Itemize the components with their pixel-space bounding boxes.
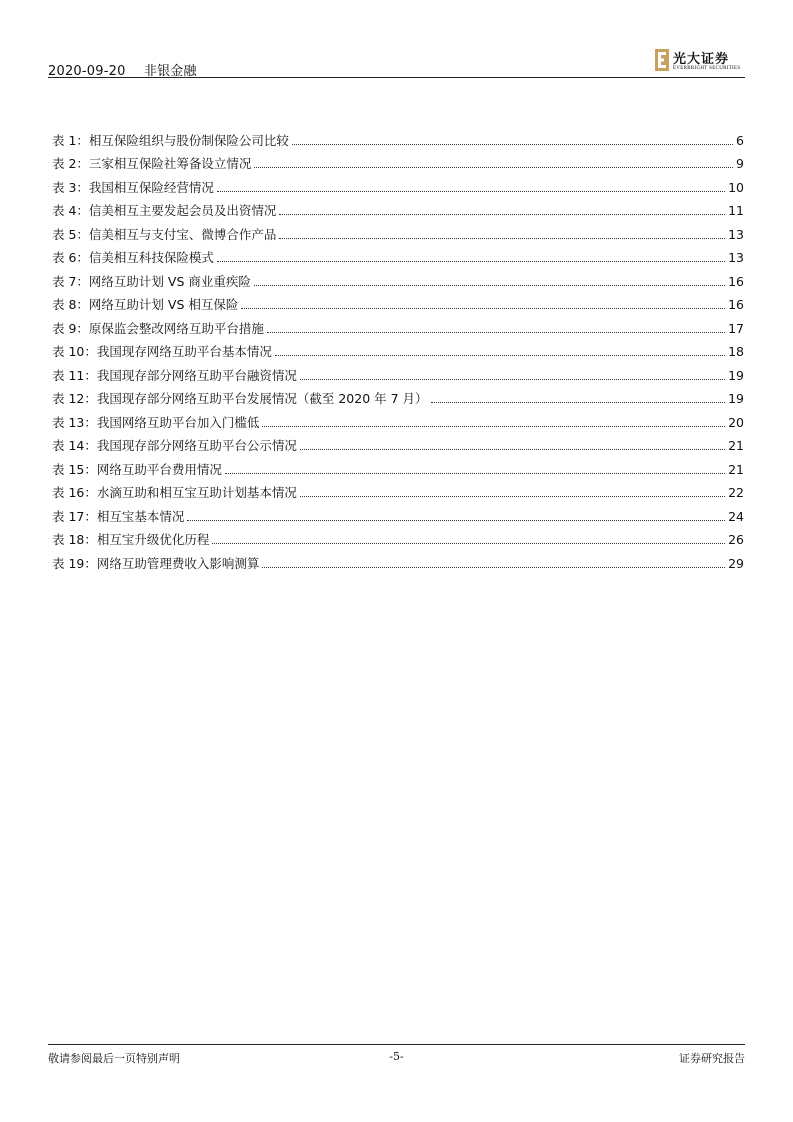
toc-entry[interactable] [52, 290, 744, 314]
toc-entry-label[interactable]: 表 2：三家相互保险社筹备设立情况 [52, 156, 252, 171]
footer-report-type: 证券研究报告 [679, 1052, 745, 1065]
toc-entry-page[interactable]: 17 [728, 320, 744, 336]
page-header [48, 44, 745, 78]
toc-entry-page[interactable]: 13 [728, 226, 744, 242]
toc-entry[interactable] [52, 313, 744, 337]
toc-entry-page[interactable]: 29 [728, 555, 744, 571]
footer-divider [48, 1044, 745, 1045]
toc-entry-page[interactable]: 6 [736, 132, 744, 148]
toc-entry-page[interactable]: 21 [728, 438, 744, 453]
page-footer [48, 1044, 745, 1074]
toc-dot-leader [292, 144, 733, 145]
toc-dot-leader [212, 543, 725, 544]
toc-entry[interactable] [52, 384, 744, 408]
everbright-logo-icon [655, 49, 669, 71]
toc-entry-page[interactable]: 16 [728, 297, 744, 312]
toc-entry[interactable] [52, 172, 744, 196]
toc-entry-label[interactable]: 表 3：我国相互保险经营情况 [52, 179, 214, 195]
toc-entry-label[interactable]: 表 17：相互宝基本情况 [52, 508, 185, 524]
toc-entry[interactable] [52, 525, 744, 549]
toc-entry-page[interactable]: 20 [728, 414, 744, 430]
toc-entry-label[interactable]: 表 5：信美相互与支付宝、微博合作产品 [52, 226, 277, 242]
toc-entry-page[interactable]: 16 [728, 273, 744, 289]
toc-entry-label[interactable]: 表 8：网络互助计划 VS 相互保险 [52, 297, 239, 312]
toc-entry-page[interactable]: 26 [728, 532, 744, 547]
toc-entry-label[interactable]: 表 7：网络互助计划 VS 商业重疾险 [52, 273, 251, 289]
toc-dot-leader [262, 567, 725, 568]
toc-entry[interactable] [52, 266, 744, 290]
toc-entry[interactable] [52, 125, 744, 149]
toc-entry[interactable] [52, 219, 744, 243]
everbright-logo [655, 48, 745, 76]
toc-entry[interactable] [52, 360, 744, 384]
header-date: 2020-09-20 [48, 64, 126, 79]
toc-dot-leader [300, 449, 725, 450]
toc-entry-page[interactable]: 18 [728, 344, 744, 359]
toc-dot-leader [300, 496, 725, 497]
toc-entry-label[interactable]: 表 1：相互保险组织与股份制保险公司比较 [52, 132, 289, 148]
toc-entry-page[interactable]: 24 [728, 508, 744, 524]
toc-dot-leader [275, 355, 725, 356]
page-number: -5- [389, 1050, 404, 1063]
toc-dot-leader [279, 214, 725, 215]
header-divider [48, 77, 745, 78]
toc-entry-label[interactable]: 表 9：原保监会整改网络互助平台措施 [52, 320, 264, 336]
logo-name-cn: 光大证券 [673, 52, 730, 67]
toc-dot-leader [300, 379, 725, 380]
toc-entry-label[interactable]: 表 14：我国现存部分网络互助平台公示情况 [52, 438, 297, 453]
toc-dot-leader [217, 261, 725, 262]
footer-disclaimer-note: 敬请参阅最后一页特别声明 [48, 1052, 180, 1065]
header-sector: 非银金融 [143, 64, 197, 79]
toc-entry-label[interactable]: 表 13：我国网络互助平台加入门槛低 [52, 414, 260, 430]
toc-entry[interactable] [52, 454, 744, 478]
toc-entry-page[interactable]: 9 [736, 156, 744, 171]
toc-entry-label[interactable]: 表 19：网络互助管理费收入影响测算 [52, 555, 260, 571]
toc-dot-leader [431, 402, 726, 403]
toc-entry-page[interactable]: 11 [728, 203, 744, 218]
toc-entry[interactable] [52, 337, 744, 361]
toc-entry-label[interactable]: 表 10：我国现存网络互助平台基本情况 [52, 344, 272, 359]
toc-entry[interactable] [52, 149, 744, 173]
toc-entry-page[interactable]: 19 [728, 391, 744, 406]
toc-dot-leader [254, 285, 725, 286]
toc-dot-leader [254, 167, 733, 168]
toc-entry[interactable] [52, 431, 744, 455]
toc-entry-label[interactable]: 表 11：我国现存部分网络互助平台融资情况 [52, 367, 297, 383]
toc-entry-label[interactable]: 表 12：我国现存部分网络互助平台发展情况（截至 2020 年 7 月） [52, 391, 428, 406]
toc-entry-label[interactable]: 表 6：信美相互科技保险模式 [52, 250, 214, 265]
toc-entry-page[interactable]: 10 [728, 179, 744, 195]
toc-dot-leader [187, 520, 725, 521]
toc-entry-page[interactable]: 19 [728, 367, 744, 383]
toc-entry-page[interactable]: 22 [728, 485, 744, 500]
toc-dot-leader [267, 332, 725, 333]
toc-entry[interactable] [52, 243, 744, 267]
toc-dot-leader [262, 426, 725, 427]
toc-entry-page[interactable]: 13 [728, 250, 744, 265]
toc-entry-page[interactable]: 21 [728, 461, 744, 477]
toc-entry[interactable] [52, 407, 744, 431]
toc-dot-leader [279, 238, 725, 239]
toc-entry[interactable] [52, 196, 744, 220]
toc-entry-label[interactable]: 表 16：水滴互助和相互宝互助计划基本情况 [52, 485, 297, 500]
toc-entry[interactable] [52, 478, 744, 502]
toc-dot-leader [225, 473, 725, 474]
toc-entry-label[interactable]: 表 4：信美相互主要发起会员及出资情况 [52, 203, 277, 218]
toc-entry-label[interactable]: 表 18：相互宝升级优化历程 [52, 532, 210, 547]
logo-name-en: EVERBRIGHT SECURITIES [673, 66, 741, 71]
toc-entry[interactable] [52, 501, 744, 525]
toc-entry[interactable] [52, 548, 744, 572]
toc-entry-label[interactable]: 表 15：网络互助平台费用情况 [52, 461, 222, 477]
toc-dot-leader [217, 191, 725, 192]
table-of-figures [52, 125, 744, 572]
toc-dot-leader [241, 308, 725, 309]
